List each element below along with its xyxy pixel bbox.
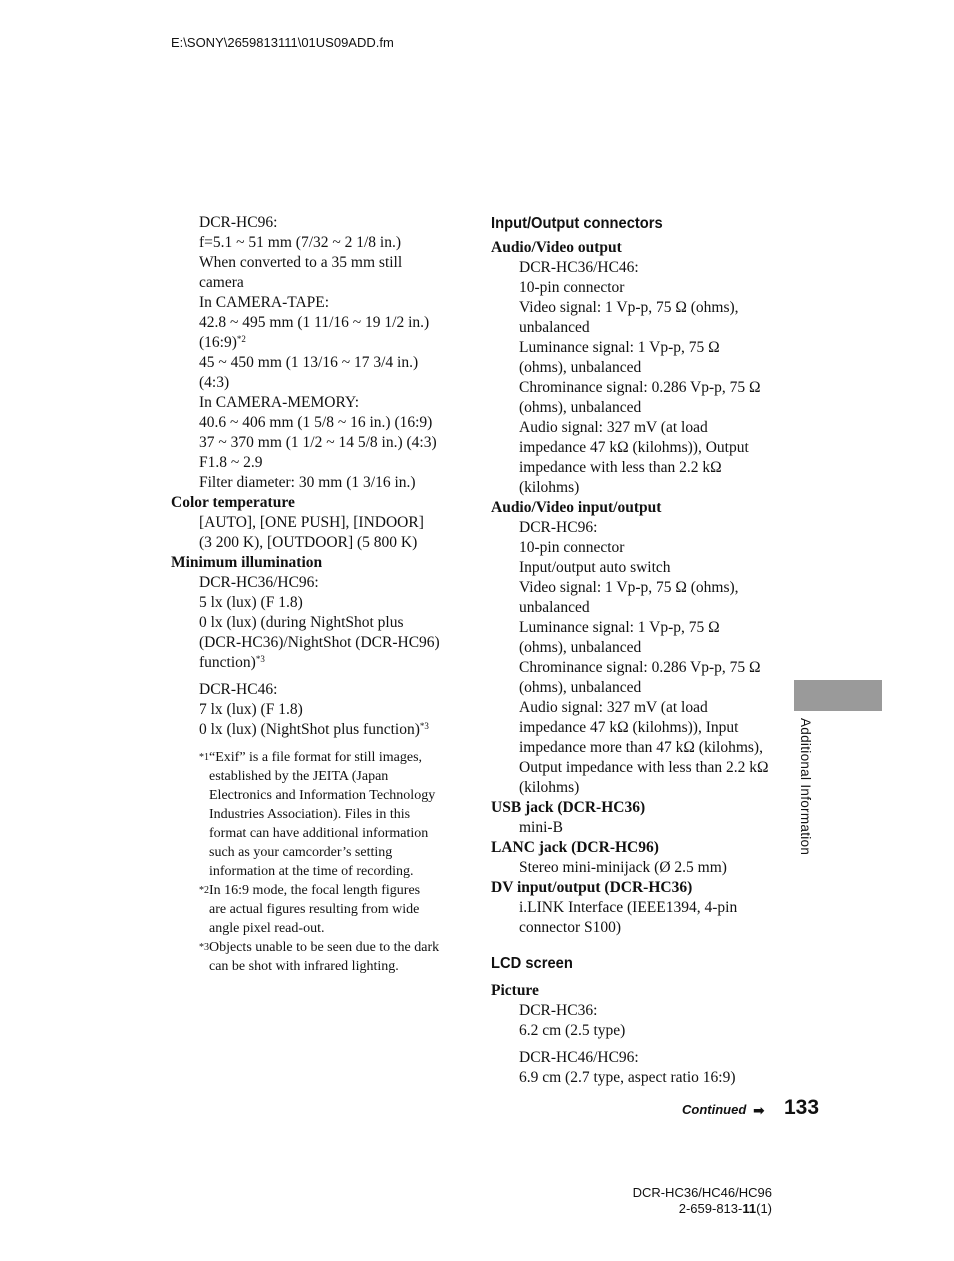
spec-line: Audio signal: 327 mV (at load <box>519 419 708 436</box>
footnote-line: are actual figures resulting from wide <box>209 902 420 917</box>
footnote-line: In 16:9 mode, the focal length figures <box>209 883 421 898</box>
section-tab-label: Additional Information <box>798 718 813 856</box>
spec-line: Stereo mini-minijack (Ø 2.5 mm) <box>519 859 727 876</box>
spec-line: 5 lx (lux) (F 1.8) <box>199 594 303 611</box>
spec-line: unbalanced <box>519 319 590 336</box>
spec-line: impedance 47 kΩ (kilohms)), Output <box>519 439 749 456</box>
spec-line: unbalanced <box>519 599 590 616</box>
footnote-line: format can have additional information <box>209 826 429 841</box>
spec-line: camera <box>199 274 244 291</box>
spec-text: function) <box>199 654 256 671</box>
spec-line: DCR-HC46/HC96: <box>519 1049 639 1066</box>
spec-line: DCR-HC36/HC46: <box>519 259 639 276</box>
spec-line: 7 lx (lux) (F 1.8) <box>199 701 303 718</box>
spec-line: (ohms), unbalanced <box>519 399 642 416</box>
section-title-lcd: LCD screen <box>491 955 573 972</box>
footnote-line: Objects unable to be seen due to the dark <box>209 940 440 955</box>
spec-line: Input/output auto switch <box>519 559 671 576</box>
spec-line: 6.2 cm (2.5 type) <box>519 1022 626 1039</box>
spec-line: (DCR-HC36)/NightShot (DCR-HC96) <box>199 634 440 651</box>
spec-heading-minimum-illumination: Minimum illumination <box>171 554 323 571</box>
spec-line: (4:3) <box>199 374 230 391</box>
spec-line: [AUTO], [ONE PUSH], [INDOOR] <box>199 514 424 531</box>
model-number: DCR-HC36/HC46/HC96 <box>632 1185 772 1200</box>
footnote-3 <box>171 938 461 976</box>
footnote-line: such as your camcorder’s setting <box>209 845 393 860</box>
code-prefix: 2-659-813- <box>678 1201 743 1216</box>
spec-line: Chrominance signal: 0.286 Vp-p, 75 Ω <box>519 659 761 676</box>
spec-line: 10-pin connector <box>519 279 625 296</box>
footnote-line: angle pixel read-out. <box>209 921 325 936</box>
spec-line: Audio signal: 327 mV (at load <box>519 699 708 716</box>
spec-line <box>171 333 461 353</box>
spec-line: Output impedance with less than 2.2 kΩ <box>519 759 769 776</box>
footnote-mark: *2 <box>199 885 209 896</box>
continued-label: Continued <box>682 1102 747 1117</box>
spec-line: impedance with less than 2.2 kΩ <box>519 459 722 476</box>
left-column <box>171 213 461 976</box>
spec-text: 0 lx (lux) (NightShot plus function) <box>199 721 420 738</box>
file-path: E:\SONY\2659813111\01US09ADD.fm <box>171 35 394 50</box>
spec-line: DCR-HC36/HC96: <box>199 574 319 591</box>
footnote-line: established by the JEITA (Japan <box>209 769 389 784</box>
spec-line: Video signal: 1 Vp-p, 75 Ω (ohms), <box>519 579 739 596</box>
right-column <box>491 213 781 1088</box>
spec-line: (ohms), unbalanced <box>519 639 642 656</box>
spec-line: DCR-HC46: <box>199 681 278 698</box>
spec-line: Chrominance signal: 0.286 Vp-p, 75 Ω <box>519 379 761 396</box>
spec-line: DCR-HC96: <box>199 214 278 231</box>
spec-line: (ohms), unbalanced <box>519 359 642 376</box>
footnote-mark: *1 <box>199 752 209 763</box>
spec-line: mini-B <box>519 819 563 836</box>
spec-heading-lanc: LANC jack (DCR-HC96) <box>491 839 659 856</box>
code-revision: 11 <box>742 1201 757 1216</box>
footnote-line: can be shot with infrared lighting. <box>209 959 399 974</box>
spec-line: i.LINK Interface (IEEE1394, 4-pin <box>519 899 738 916</box>
spec-line: 0 lx (lux) (during NightShot plus <box>199 614 404 631</box>
page-number: 133 <box>784 1096 820 1119</box>
spec-line: (kilohms) <box>519 479 580 496</box>
code-suffix: (1) <box>756 1201 772 1216</box>
spec-line <box>171 720 461 740</box>
footnote-ref: *3 <box>255 654 265 664</box>
spec-line: (kilohms) <box>519 779 580 796</box>
spec-line: 10-pin connector <box>519 539 625 556</box>
footnote-line: Industries Association). Files in this <box>209 807 411 822</box>
footnote-ref: *3 <box>419 721 429 731</box>
spec-line: 6.9 cm (2.7 type, aspect ratio 16:9) <box>519 1069 736 1086</box>
spec-line: 40.6 ~ 406 mm (1 5/8 ~ 16 in.) (16:9) <box>199 414 433 431</box>
spec-heading-usb: USB jack (DCR-HC36) <box>491 799 646 816</box>
spec-heading-dv: DV input/output (DCR-HC36) <box>491 879 693 896</box>
spec-line: 37 ~ 370 mm (1 1/2 ~ 14 5/8 in.) (4:3) <box>199 434 437 451</box>
footnote-line: Electronics and Information Technology <box>209 788 436 803</box>
spec-text: (16:9) <box>199 334 237 351</box>
spec-line: In CAMERA-MEMORY: <box>199 394 360 411</box>
footnote-ref: *2 <box>236 334 246 344</box>
spec-heading-color-temperature: Color temperature <box>171 494 295 511</box>
spec-line: f=5.1 ~ 51 mm (7/32 ~ 2 1/8 in.) <box>199 234 402 251</box>
footnote-mark: *3 <box>199 942 209 953</box>
spec-line: Video signal: 1 Vp-p, 75 Ω (ohms), <box>519 299 739 316</box>
footnote-1 <box>171 748 461 881</box>
right-arrow-icon: ➡ <box>753 1103 765 1119</box>
spec-line <box>171 653 461 673</box>
spec-line: 45 ~ 450 mm (1 13/16 ~ 17 3/4 in.) <box>199 354 419 371</box>
spec-line: In CAMERA-TAPE: <box>199 294 330 311</box>
spec-line: DCR-HC96: <box>519 519 598 536</box>
section-title-io: Input/Output connectors <box>491 215 663 232</box>
document-code <box>679 1201 772 1216</box>
spec-line: (3 200 K), [OUTDOOR] (5 800 K) <box>199 534 418 551</box>
section-tab <box>794 680 882 711</box>
spec-heading-av-output: Audio/Video output <box>491 239 622 256</box>
spec-line: When converted to a 35 mm still <box>199 254 403 271</box>
spec-line: Luminance signal: 1 Vp-p, 75 Ω <box>519 339 720 356</box>
spec-line: Luminance signal: 1 Vp-p, 75 Ω <box>519 619 720 636</box>
spec-heading-picture: Picture <box>491 982 539 999</box>
footnote-line: information at the time of recording. <box>209 864 414 879</box>
spec-line: connector S100) <box>519 919 622 936</box>
spec-line: DCR-HC36: <box>519 1002 598 1019</box>
spec-line: 42.8 ~ 495 mm (1 11/16 ~ 19 1/2 in.) <box>199 314 430 331</box>
footnote-line: “Exif” is a file format for still images, <box>209 750 423 765</box>
spec-line: (ohms), unbalanced <box>519 679 642 696</box>
spec-line: impedance more than 47 kΩ (kilohms), <box>519 739 763 756</box>
footnote-2 <box>171 881 461 938</box>
spec-line: Filter diameter: 30 mm (1 3/16 in.) <box>199 474 416 491</box>
spec-line: impedance 47 kΩ (kilohms)), Input <box>519 719 739 736</box>
spec-line: F1.8 ~ 2.9 <box>199 454 263 471</box>
spec-heading-av-input-output: Audio/Video input/output <box>491 499 662 516</box>
